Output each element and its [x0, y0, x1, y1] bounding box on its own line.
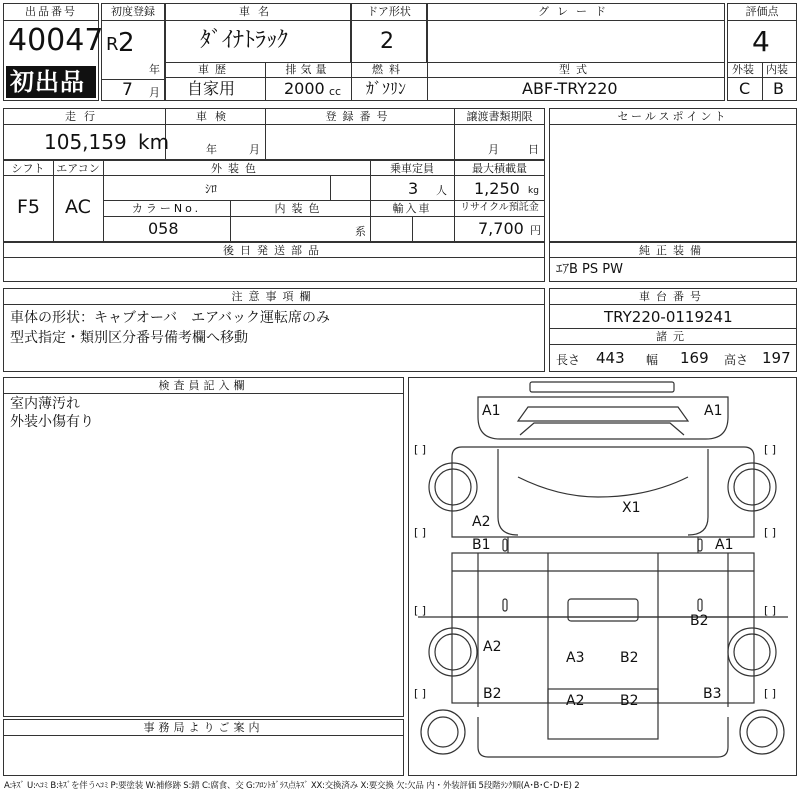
door-value: 2: [380, 29, 394, 54]
windshield-area: [518, 407, 688, 421]
max-load-header: 最大積載量: [472, 162, 527, 175]
capacity-unit: 人: [436, 184, 447, 197]
inspection-year-unit: 年: [206, 143, 217, 156]
displacement-unit: cc: [329, 85, 342, 98]
chassis-value: TRY220-0119241: [604, 308, 733, 326]
later-parts-header: 後日発送部品: [223, 244, 325, 257]
int-score-header: 内装: [766, 63, 788, 76]
spare-wheel: [568, 599, 638, 621]
first-reg-year-unit: 年: [149, 63, 160, 76]
first-reg-year: 2: [118, 28, 135, 58]
first-reg-era: R: [106, 34, 119, 55]
mark-b2-mid: B2: [690, 613, 709, 629]
rear-bumper: [478, 717, 728, 757]
fuel-header: 燃料: [372, 63, 406, 76]
color-no-header: カラーNo.: [131, 202, 202, 215]
specs-header: 諸元: [656, 330, 690, 343]
inspector-line-1: 室内薄汚れ: [10, 396, 80, 412]
door-header: ドア形状: [367, 5, 411, 18]
wheel-rear-right: [728, 628, 776, 676]
mark-bracket-4: [ ]: [764, 526, 777, 539]
wheel-front-right: [728, 463, 776, 511]
displacement-header: 排気量: [285, 63, 331, 76]
inspector-header: 検査員記入欄: [158, 379, 249, 392]
mark-x1: X1: [622, 500, 641, 516]
int-score-value: B: [773, 79, 784, 98]
spec-height-value: 197: [762, 349, 791, 367]
lot-header: 出品番号: [25, 5, 77, 18]
inspection-header: 車検: [196, 110, 234, 123]
mark-a2-left-1: A2: [472, 514, 491, 530]
rear-panel: [548, 689, 658, 739]
model-header: 型式: [559, 63, 593, 76]
mileage-unit: km: [138, 130, 170, 154]
ext-color-value: ｼﾛ: [205, 182, 218, 196]
first-listing-label: 初出品: [10, 68, 85, 96]
capacity-value: 3: [408, 179, 419, 198]
lot-number: 40047: [8, 23, 104, 58]
first-reg-month-unit: 月: [149, 86, 160, 99]
model-value: ABF-TRY220: [522, 79, 618, 98]
import-header: 輸入車: [392, 202, 432, 215]
front-bumper: [478, 397, 728, 439]
cargo-bed: [452, 553, 754, 703]
car-name: ﾀﾞｲﾅﾄﾗｯｸ: [200, 28, 289, 53]
mark-b1-left: B1: [472, 537, 491, 553]
sales-point-box: [549, 108, 797, 242]
shift-header: シフト: [11, 162, 45, 175]
genuine-equip-value: ｴｱB PS PW: [556, 262, 623, 277]
first-reg-header: 初度登録: [111, 5, 155, 18]
history-value: 自家用: [187, 79, 236, 98]
recycle-value: 7,700: [478, 219, 524, 238]
mark-b2-center-1: B2: [620, 650, 639, 666]
score-header: 評価点: [745, 5, 779, 18]
ac-value: AC: [65, 196, 91, 218]
spec-length-label: 長さ: [556, 353, 581, 367]
mark-a3: A3: [566, 650, 585, 666]
mark-a2-center-2: A2: [566, 693, 585, 709]
mark-b2-left: B2: [483, 686, 502, 702]
mark-a1-side: A1: [715, 537, 734, 553]
mark-a1-left: A1: [482, 403, 501, 419]
spec-length-value: 443: [596, 349, 625, 367]
transfer-month-unit: 月: [488, 143, 499, 156]
reg-no-header: 登録番号: [325, 110, 394, 123]
spec-width-value: 169: [680, 349, 709, 367]
capacity-header: 乗車定員: [390, 162, 434, 175]
mark-a1-right: A1: [704, 403, 723, 419]
grade-header: グレード: [538, 5, 614, 18]
first-reg-month: 7: [122, 80, 133, 100]
wheel-front-left: [429, 463, 477, 511]
mark-bracket-2: [ ]: [764, 443, 777, 456]
recycle-unit: 円: [530, 224, 541, 237]
mark-bracket-5: [ ]: [414, 604, 427, 617]
roof-panel: [530, 382, 674, 392]
mark-bracket-3: [ ]: [414, 526, 427, 539]
legend: A:ｷｽﾞ U:ﾍｺﾐ B:ｷｽﾞを伴うﾍｺﾐ P:要塗装 W:補修跡 S:錆 C:腐食、交 G:ﾌﾛﾝﾄｶﾞﾗｽ点ｷｽﾞ XX:交換済み X:要交換 欠:欠品 内・外装評価 5段階ﾗﾝｸ順(A･B･C･D･E) 2: [4, 781, 580, 791]
fuel-value: ｶﾞｿﾘﾝ: [366, 79, 407, 98]
max-load-unit: kg: [528, 186, 539, 196]
sales-point-header: セールスポイント: [617, 110, 729, 123]
displacement-value: 2000: [284, 79, 325, 98]
max-load-value: 1,250: [474, 179, 520, 198]
transfer-day-unit: 日: [528, 143, 539, 156]
ac-header: エアコン: [56, 162, 100, 175]
score-value: 4: [752, 25, 770, 58]
chassis-header: 車台番号: [639, 290, 707, 303]
genuine-equip-header: 純正装備: [639, 244, 707, 257]
recycle-header: リサイクル預託金: [460, 202, 539, 213]
mileage-header: 走行: [65, 110, 103, 123]
mark-b2-center-2: B2: [620, 693, 639, 709]
mileage-value: 105,159: [44, 130, 127, 154]
mark-bracket-1: [ ]: [414, 443, 427, 456]
inspection-month-unit: 月: [249, 143, 260, 156]
ext-score-value: C: [739, 79, 751, 98]
vehicle-diagram: [408, 377, 797, 776]
mark-b3: B3: [703, 686, 722, 702]
color-no-value: 058: [148, 219, 179, 238]
cab-body: [452, 447, 754, 537]
mark-bracket-6: [ ]: [764, 604, 777, 617]
notes-header: 注意事項欄: [231, 290, 317, 303]
mark-a2-left-2: A2: [483, 639, 502, 655]
int-color-unit: 系: [355, 225, 366, 238]
mark-bracket-8: [ ]: [764, 687, 777, 700]
spec-width-label: 幅: [646, 353, 659, 367]
office-header: 事務局よりご案内: [143, 721, 264, 734]
notes-line-1: 車体の形状：キャブオーバ エアバック運転席のみ: [10, 310, 331, 326]
notes-line-2: 型式指定・類別区分番号備考欄へ移動: [10, 330, 248, 346]
mark-bracket-7: [ ]: [414, 687, 427, 700]
wheel-rear-left: [429, 628, 477, 676]
shift-value: F5: [17, 196, 41, 218]
inspector-line-2: 外装小傷有り: [10, 414, 94, 430]
history-header: 車歴: [198, 63, 232, 76]
transfer-header: 譲渡書類期限: [466, 110, 533, 123]
ext-color-header: 外装色: [211, 162, 262, 175]
ext-score-header: 外装: [732, 63, 754, 76]
car-name-header: 車名: [239, 5, 277, 18]
spec-height-label: 高さ: [724, 353, 749, 367]
int-color-header: 内装色: [274, 202, 326, 215]
